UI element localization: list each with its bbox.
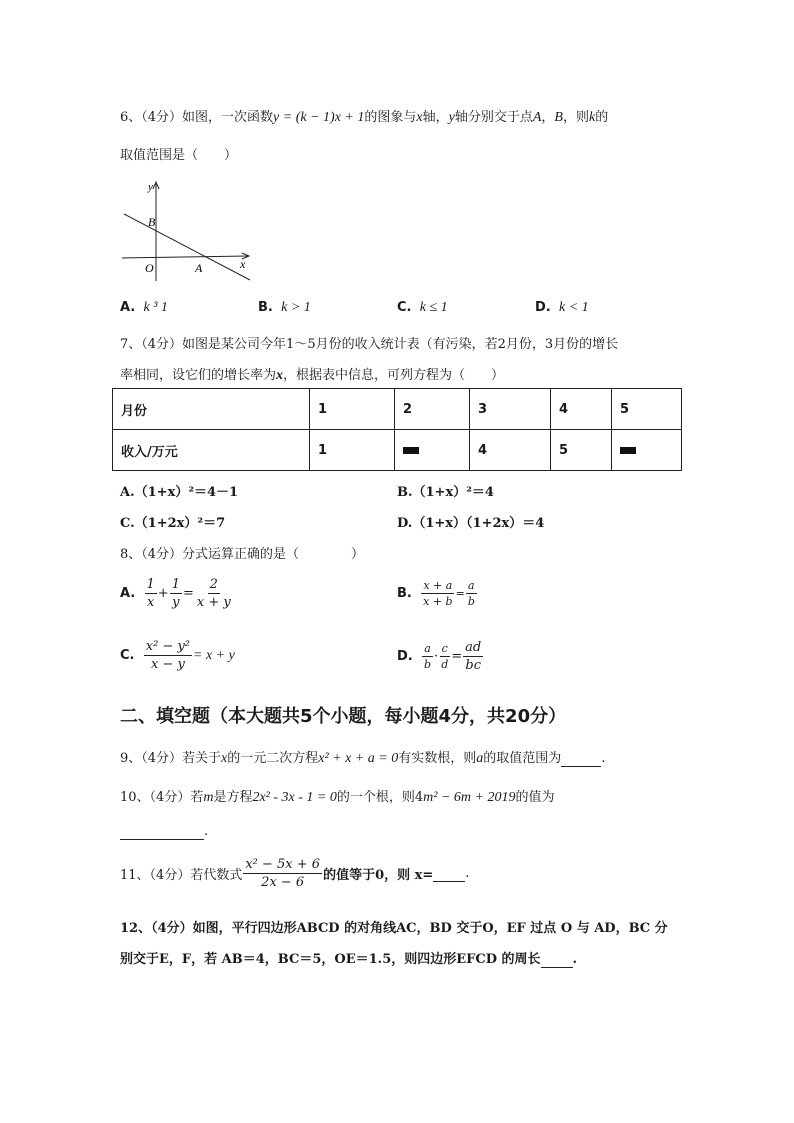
q7-option-c[interactable]: C.（1+2x）²＝7 [120,516,226,531]
q10-answer-line: . [120,824,208,840]
x-axis-label: x [240,257,246,271]
q7-stem-line2: 率相同，设它们的增长率为x，根据表中信息，可列方程为（ ） [120,368,505,383]
q10-answer-blank[interactable] [120,824,204,840]
q6-function: y = (k − 1)x + 1 [273,110,365,125]
table-row [113,430,682,471]
table-cell: 5 [612,389,682,430]
table-cell: 收入/万元 [113,430,310,471]
q8-option-c[interactable]: C. $\frac{\text{x² − y²}}{x - y}$ = x + y [120,639,235,672]
ink-blot [620,447,636,454]
q12-stem-line2: 别交于E，F，若 AB＝4，BC＝5，OE＝1.5，则四边形EFCD 的周长 . [120,952,578,967]
function-line [124,214,250,280]
q6-option-a[interactable]: A. k ³ 1 [120,300,168,315]
table-cell: 月份 [113,389,310,430]
table-cell-smudged [395,430,470,471]
q7-option-a[interactable]: A.（1+x）²＝4－1 [120,485,239,500]
q6-option-c[interactable]: C. k ≤ 1 [397,300,448,315]
point-a-label: A [195,261,203,275]
income-table [112,388,682,471]
table-cell: 4 [551,389,612,430]
q12-stem-line1: 12、（4分）如图，平行四边形ABCD 的对角线AC，BD 交于O，EF 过点 O 与 AD，BC 分 [120,921,668,936]
q7-stem-line1: 7、（4分）如图是某公司今年1～5月份的收入统计表（有污染，若2月份，3月份的增长 [120,337,619,352]
q6-option-b[interactable]: B. k > 1 [258,300,311,315]
q8-option-a[interactable]: A. $\frac{1}{x}$ + $\frac{1}{y}$ = $\frac{2}{x + y}$ [120,577,231,610]
table-row [113,389,682,430]
q8-option-b[interactable]: B. $\frac{x + a}{x + b}$ = $\frac{a}{b}$ [397,579,475,608]
q9-stem: 9、（4分）若关于x的一元二次方程x² + x + a = 0有实数根，则a的取值范围为 . [120,751,606,766]
q8-option-d[interactable]: D. $\frac{a}{b}$ · $\frac{c}{d}$ = $\frac{ad}{bc}$ [397,640,482,673]
q11-answer-blank[interactable] [433,866,465,882]
section-2-title: 二、填空题（本大题共5个小题，每小题4分，共20分） [120,706,567,727]
q11-stem: 11、（4分）若代数式 $\frac{\text{x² − 5x + 6}}{2x - 6}$ 的值等于0，则 x= . [120,857,470,890]
q12-answer-blank[interactable] [541,952,573,968]
point-b-label: B [148,215,156,229]
origin-label: O [145,261,154,275]
table-cell: 3 [470,389,551,430]
table-cell: 1 [310,389,395,430]
table-cell: 2 [395,389,470,430]
q6-option-d[interactable]: D. k < 1 [535,300,589,315]
y-axis-label: y [148,181,153,193]
table-cell: 4 [470,430,551,471]
q6-graph [118,176,258,286]
q7-option-b[interactable]: B.（1+x）²＝4 [397,485,494,500]
ink-blot [403,447,419,454]
q9-answer-blank[interactable] [561,751,601,767]
q8-stem: 8、（4分）分式运算正确的是（ ） [120,547,365,562]
table-cell: 5 [551,430,612,471]
table-cell-smudged [612,430,682,471]
q6-stem-line1: 6、（4分）如图，一次函数y = (k − 1)x + 1的图象与x轴，y轴分别交于点A，B，则k的 [120,110,609,125]
q10-stem: 10、（4分）若m是方程2x² - 3x - 1 = 0的一个根，则4m² − 6m + 2019的值为 [120,790,555,805]
x-axis [122,256,248,258]
table-cell: 1 [310,430,395,471]
q7-option-d[interactable]: D.（1+x）（1+2x）＝4 [397,516,545,531]
q6-stem-line2: 取值范围是（ ） [120,148,238,163]
